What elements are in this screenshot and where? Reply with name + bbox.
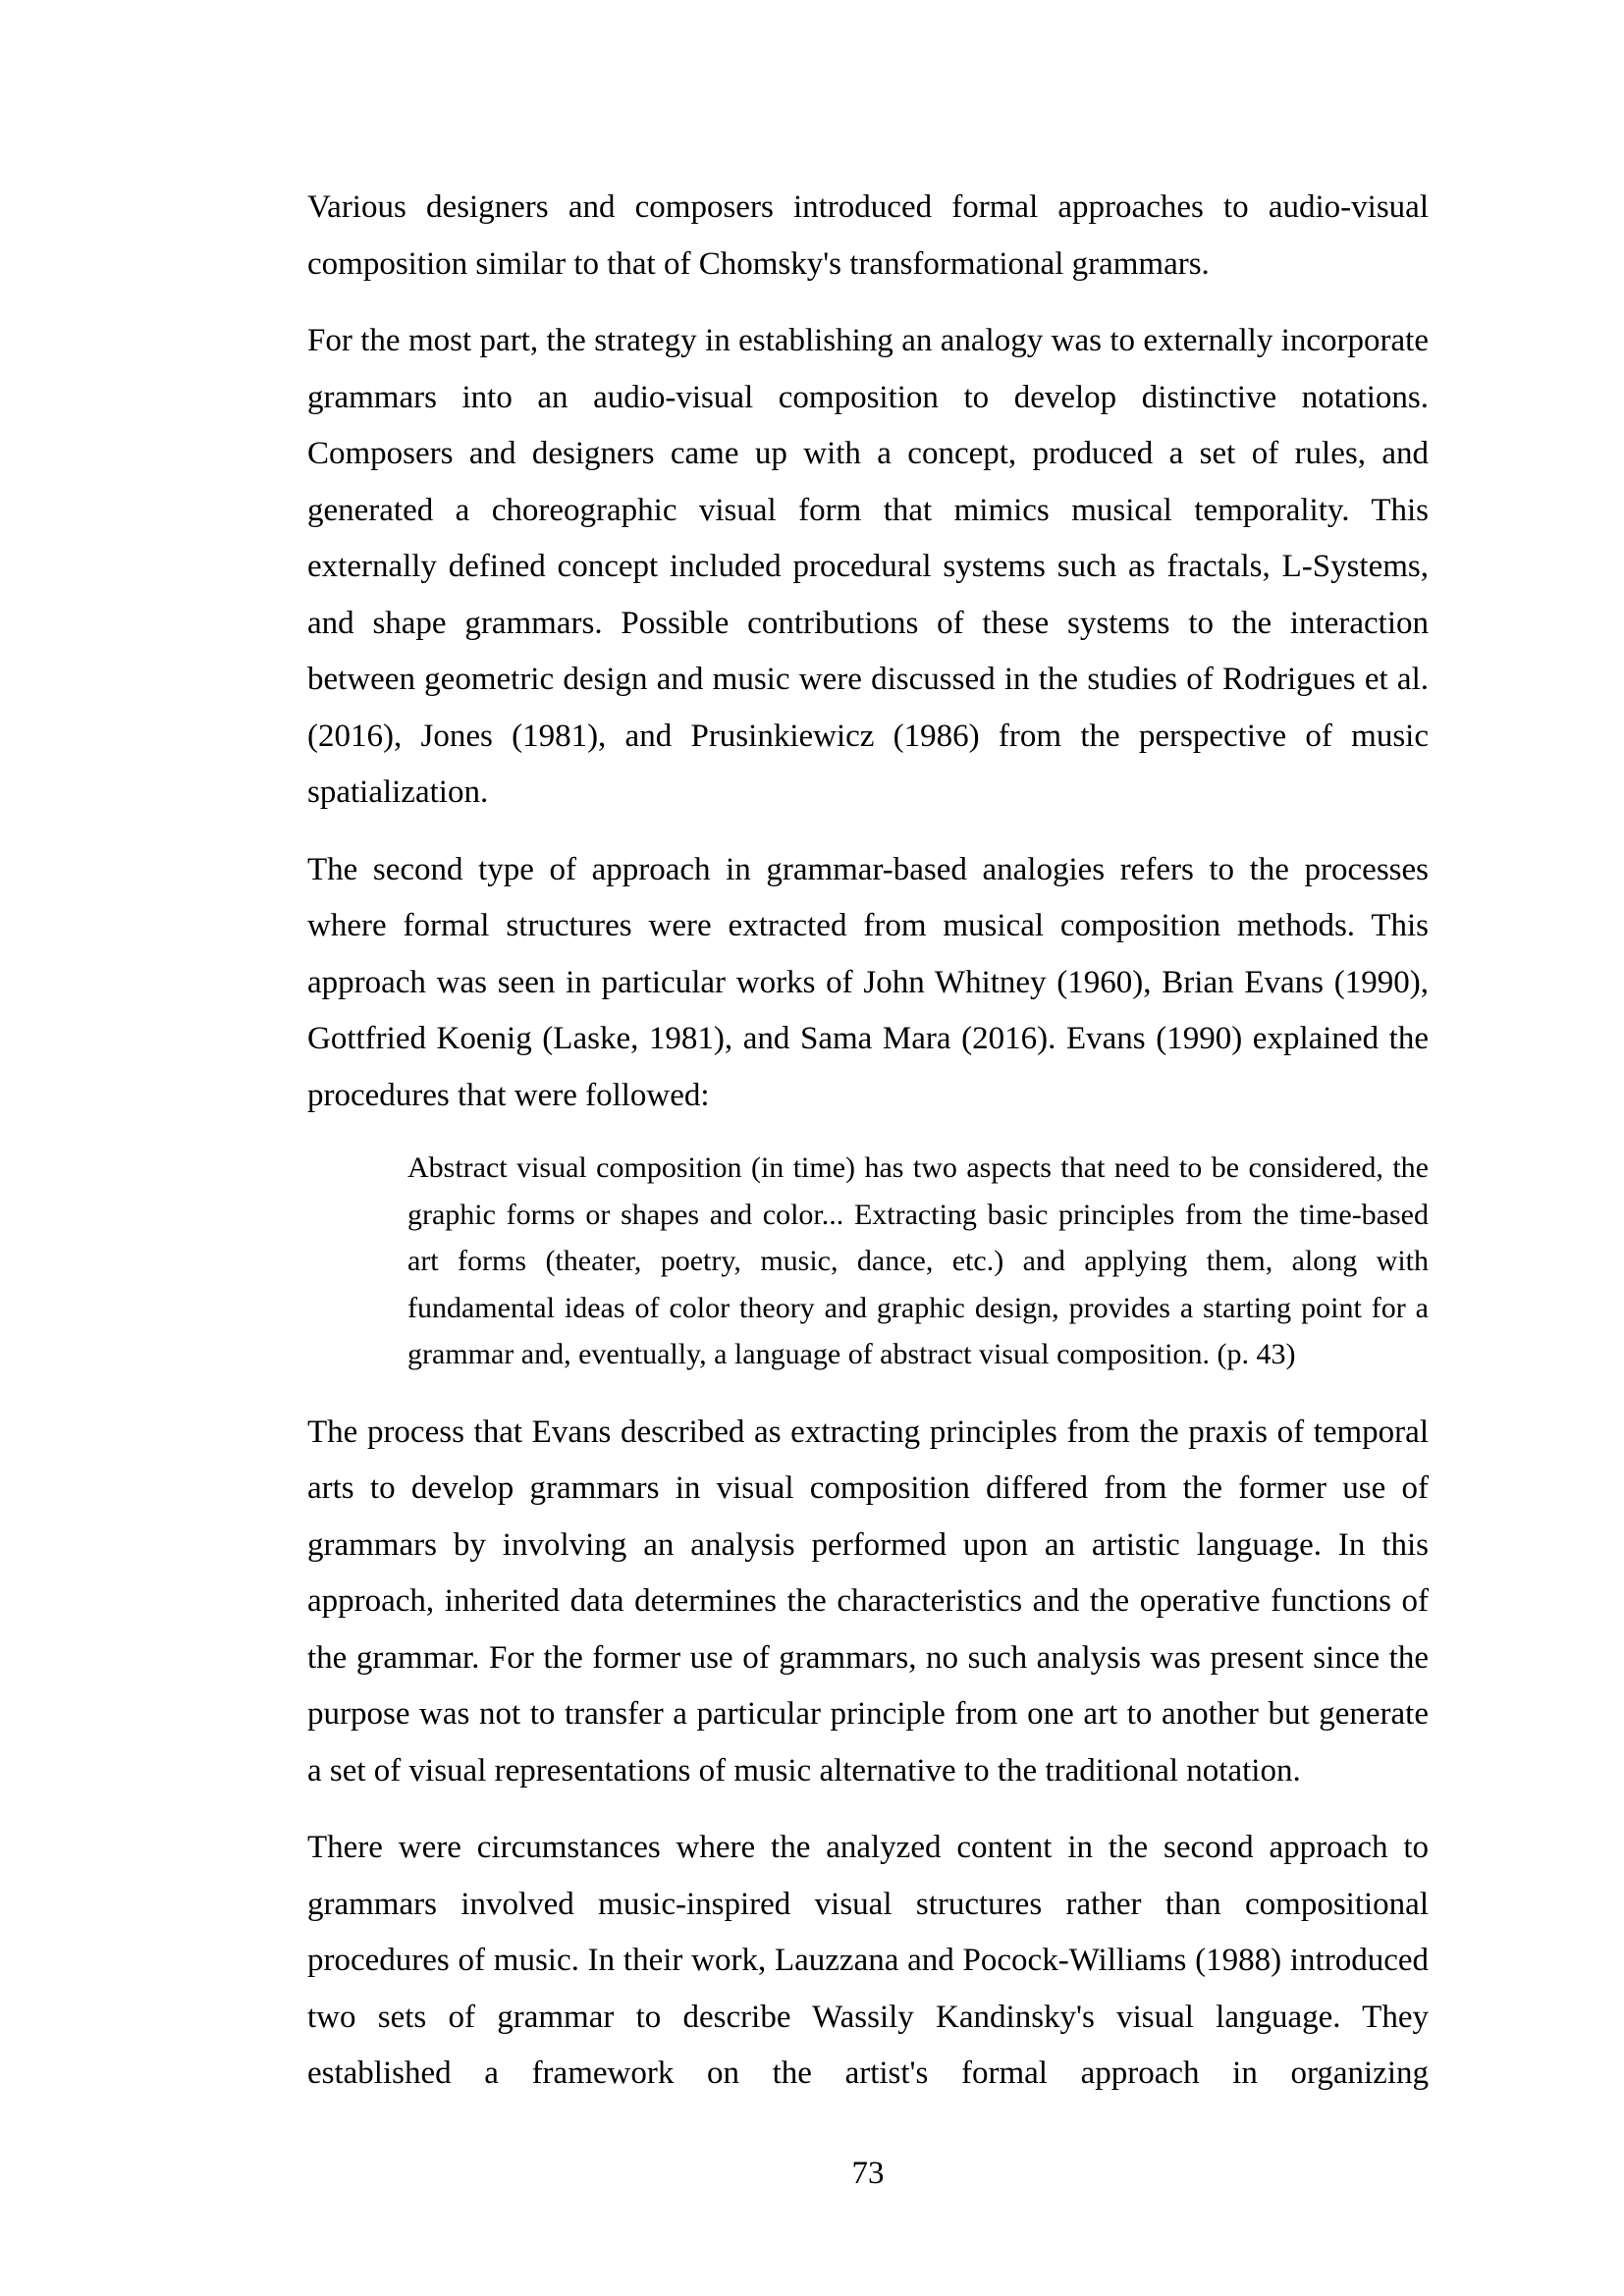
paragraph-second-approach: The second type of approach in grammar-based analogies refers to the processes where formal structures were extracted from musical composition methods. This approach was seen in particular works of John Whitney (1960), Brian Evans (1990), Gottfried Koenig (Laske, 1981), and Sama Mara (2016). Evans (1990) explained the procedures that were followed:	[307, 851, 1429, 1113]
paragraph-circumstances: There were circumstances where the analyzed content in the second approach to grammars involved music-inspired visual structures rather than compositional procedures of music. In their work, Lauzzana and Pocock-Williams (1988) introduced two sets of grammar to describe Wassily Kandinsky's visual language. They established a framework on the artist's formal approach in organizing	[307, 1830, 1429, 2091]
paragraph-external-grammars: For the most part, the strategy in establishing an analogy was to externally incorporate grammars into an audio-visual composition to develop distinctive notations. Composers and designers came up with a concept, produced a set of rules, and generated a choreographic visual form that mimics musical temporality. This externally defined concept included procedural systems such as fractals, L-Systems, and shape grammars. Possible contributions of these systems to the interaction between geometric design and music were discussed in the studies of Rodrigues et al. (2016), Jones (1981), and Prusinkiewicz (1986) from the perspective of music spatialization.	[307, 323, 1429, 810]
page-number: 73	[851, 2156, 885, 2191]
paragraph-evans-process: The process that Evans described as extracting principles from the praxis of temporal arts to develop grammars in visual composition differed from the former use of grammars by involving an analysis performed upon an artistic language. In this approach, inherited data determines the characteristics and the operative functions of the grammar. For the former use of grammars, no such analysis was present since the purpose was not to transfer a particular principle from one art to another but generate a set of visual representations of music alternative to the traditional notation.	[307, 1414, 1429, 1789]
block-quote-evans: Abstract visual composition (in time) has two aspects that need to be considered, the graphic forms or shapes and color... Extracting basic principles from the time-based art forms (theater, poetry, music, dance, etc.) and applying them, along with fundamental ideas of color theory and graphic design, provides a starting point for a grammar and, eventually, a language of abstract visual composition. (p. 43)	[407, 1151, 1429, 1370]
paragraph-intro: Various designers and composers introduced formal approaches to audio-visual composition similar to that of Chomsky's transformational grammars.	[307, 189, 1429, 282]
text-column	[307, 180, 1429, 2123]
